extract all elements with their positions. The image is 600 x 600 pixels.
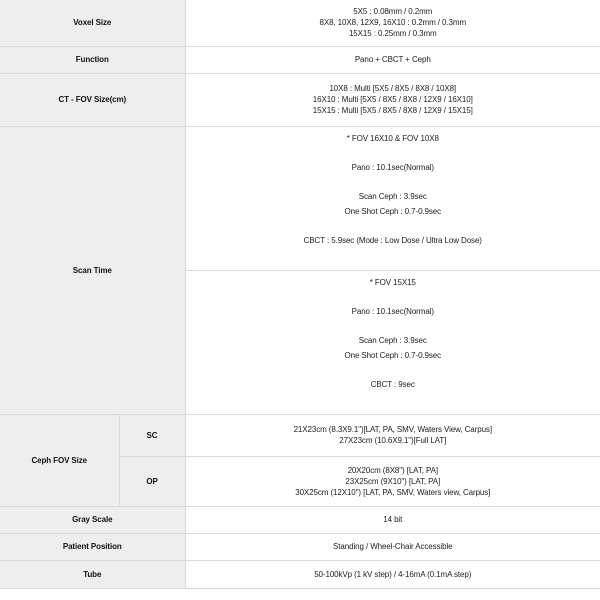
voxel-line: 15X15 : 0.25mm / 0.3mm [348,29,437,39]
scan-cbct: CBCT : 9sec [370,379,415,389]
voxel-size-label: Voxel Size [0,0,185,46]
patient-position-value: Standing / Wheel-Chair Accessible [185,533,600,560]
function-value: Pano + CBCT + Ceph [185,46,600,73]
scan-time-block-2 [185,270,600,414]
gray-scale-label: Gray Scale [0,506,185,533]
ct-fov-value [185,73,600,126]
scan-time-block-1 [185,126,600,270]
row-patient-position [0,533,600,560]
voxel-size-value [185,0,600,46]
tube-label: Tube [0,560,185,588]
function-label: Function [0,46,185,73]
row-voxel-size [0,0,600,46]
scan-ceph: Scan Ceph : 3.9sec [358,191,427,201]
row-tube [0,560,600,588]
ceph-op-line: 20X20cm (8X8") [LAT, PA] [347,465,438,475]
gray-scale-value: 14 bit [185,506,600,533]
ceph-sc-label: SC [119,414,185,456]
patient-position-label: Patient Position [0,533,185,560]
row-gray-scale [0,506,600,533]
ct-fov-label: CT - FOV Size(cm) [0,73,185,126]
scan-ceph: Scan Ceph : 3.9sec [358,335,427,345]
ceph-fov-label: Ceph FOV Size [0,414,119,506]
tube-value: 50-100kVp (1 kV step) / 4-16mA (0.1mA step) [185,560,600,588]
scan-cbct: CBCT : 5.9sec (Mode : Low Dose / Ultra Low Dose) [303,235,482,245]
ceph-sc-value [185,414,600,456]
scan-one-shot: One Shot Ceph : 0.7-0.9sec [344,350,442,360]
ceph-sc-line: 21X23cm (8.3X9.1")[LAT, PA, SMV, Waters View, Carpus] [293,425,492,434]
row-function [0,46,600,73]
row-ct-fov [0,73,600,126]
row-scan-time-1 [0,126,600,270]
voxel-line: 8X8, 10X8, 12X9, 16X10 : 0.2mm / 0.3mm [319,18,467,28]
ceph-op-label: OP [119,456,185,506]
ceph-op-line: 23X25cm (9X10") [LAT, PA] [345,476,441,486]
voxel-line: 5X5 : 0.08mm / 0.2mm [353,7,433,17]
fov-line: 10X8 : Multi [5X5 / 8X5 / 8X8 / 10X8] [329,84,457,93]
row-ceph-sc [0,414,600,456]
fov-line: 15X15 : Multi [5X5 / 8X5 / 8X8 / 12X9 / 15X15] [312,106,473,115]
scan-pano: Pano : 10.1sec(Normal) [351,306,434,316]
scan-header: * FOV 15X15 [369,277,416,287]
fov-line: 16X10 : Multi [5X5 / 8X5 / 8X8 / 12X9 / 16X10] [312,95,473,104]
ceph-sc-line: 27X23cm (10.6X9.1")[Full LAT] [339,436,447,445]
ceph-op-line: 30X25cm (12X10") [LAT, PA, SMV, Waters view, Carpus] [295,487,491,497]
ceph-op-value [185,456,600,506]
scan-header: * FOV 16X10 & FOV 10X8 [346,133,439,143]
scan-time-label: Scan Time [0,126,185,414]
scan-pano: Pano : 10.1sec(Normal) [351,162,434,172]
scan-one-shot: One Shot Ceph : 0.7-0.9sec [344,206,442,216]
